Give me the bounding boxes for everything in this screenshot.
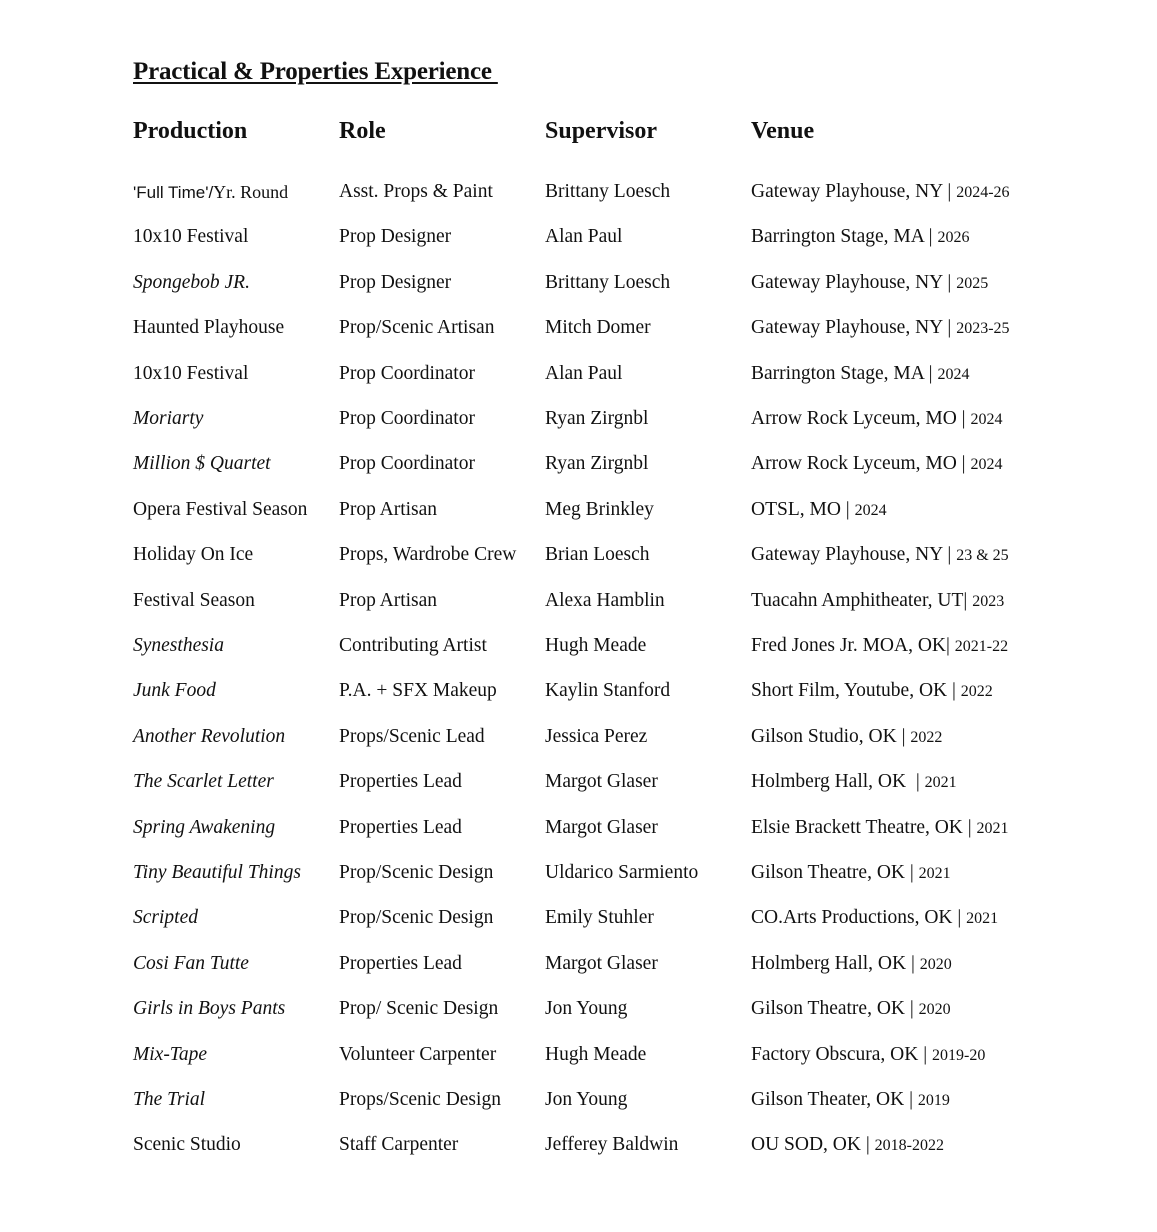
venue-cell: [751, 359, 969, 390]
production-cell: [133, 994, 285, 1024]
production-cell: [133, 858, 301, 888]
production-name: Moriarty: [133, 408, 204, 429]
production-cell: [133, 268, 250, 298]
venue-cell: [751, 994, 951, 1025]
role-cell: Prop Coordinator: [339, 453, 475, 475]
production-name: Tiny Beautiful Things: [133, 862, 301, 883]
table-row: [133, 631, 1133, 661]
venue-year: 2024: [970, 411, 1003, 428]
table-row: [133, 495, 1133, 525]
table-row: [133, 813, 1133, 843]
table-row: [133, 404, 1133, 434]
venue-year: 2021: [966, 910, 999, 928]
section-title: Practical & Properties Experience: [133, 58, 498, 85]
venue-cell: [751, 1130, 944, 1161]
production-name: Synesthesia: [133, 635, 224, 656]
production-name: The Trial: [133, 1089, 206, 1110]
table-row: [133, 722, 1133, 752]
table-row: [133, 903, 1133, 933]
venue-name: Tuacahn Amphitheater, UT|: [751, 589, 973, 611]
production-name: Junk Food: [133, 680, 216, 702]
supervisor-cell: Brian Loesch: [545, 544, 650, 566]
role-cell: Prop/Scenic Design: [339, 907, 494, 929]
venue-cell: [751, 222, 969, 253]
supervisor-cell: Margot Glaser: [545, 952, 658, 974]
venue-cell: [751, 903, 998, 934]
venue-cell: [751, 404, 1002, 435]
production-cell: [133, 767, 274, 797]
production-cell: [133, 404, 203, 434]
production-cell: [133, 540, 253, 570]
table-row: [133, 858, 1133, 888]
production-cell: [133, 359, 248, 389]
production-cell: [133, 1085, 205, 1115]
venue-year: 2024-26: [956, 184, 1010, 201]
role-cell: Properties Lead: [339, 816, 462, 838]
supervisor-cell: Mitch Domer: [545, 317, 651, 339]
venue-name: Fred Jones Jr. MOA, OK|: [751, 635, 955, 656]
role-cell: Prop Artisan: [339, 498, 438, 520]
production-cell: [133, 903, 198, 933]
venue-year: 2021: [924, 774, 957, 792]
table-row: [133, 1130, 1133, 1160]
venue-cell: [751, 858, 951, 889]
role-cell: Prop Artisan: [339, 589, 438, 611]
venue-cell: [751, 540, 1009, 571]
production-name: The Scarlet Letter: [133, 771, 274, 793]
production-name: 10x10 Festival: [133, 226, 249, 248]
table-row: [133, 268, 1133, 298]
role-cell: P.A. + SFX Makeup: [339, 680, 497, 702]
production-name: Festival Season: [133, 589, 255, 611]
supervisor-cell: Alexa Hamblin: [545, 589, 665, 611]
venue-cell: [751, 1040, 985, 1071]
table-row: [133, 449, 1133, 479]
supervisor-cell: Brittany Loesch: [545, 271, 671, 293]
venue-cell: [751, 631, 1008, 662]
role-cell: Prop Designer: [339, 226, 452, 248]
role-cell: Staff Carpenter: [339, 1134, 459, 1156]
production-name: Mix-Tape: [133, 1043, 208, 1065]
supervisor-cell: Emily Stuhler: [545, 907, 654, 929]
venue-cell: [751, 949, 952, 980]
table-row: [133, 767, 1133, 797]
venue-name: Barrington Stage, MA |: [751, 226, 938, 248]
supervisor-cell: Jon Young: [545, 998, 628, 1020]
production-cell: [133, 177, 288, 208]
venue-cell: [751, 767, 957, 798]
supervisor-cell: Uldarico Sarmiento: [545, 862, 699, 883]
venue-cell: [751, 676, 993, 707]
role-cell: Prop/Scenic Artisan: [339, 317, 495, 339]
venue-year: 2019: [917, 1092, 950, 1109]
venue-year: 2023: [972, 592, 1005, 610]
venue-name: Gilson Theatre, OK |: [751, 998, 919, 1020]
header-venue: Venue: [751, 118, 815, 144]
venue-year: 2024: [970, 456, 1003, 474]
venue-year: 2021-22: [954, 638, 1009, 655]
supervisor-cell: Ryan Zirgnbl: [545, 453, 649, 475]
venue-name: Arrow Rock Lyceum, MO |: [751, 453, 971, 475]
venue-cell: [751, 313, 1010, 344]
venue-name: Gateway Playhouse, NY |: [751, 181, 957, 202]
supervisor-cell: Kaylin Stanford: [545, 680, 671, 702]
table-row: [133, 1085, 1133, 1115]
table-row: [133, 540, 1133, 570]
venue-name: Barrington Stage, MA |: [751, 362, 938, 384]
production-name: Spongebob JR.: [133, 271, 250, 293]
supervisor-cell: Brittany Loesch: [545, 181, 671, 202]
venue-year: 23 & 25: [956, 547, 1009, 565]
venue-name: Gateway Playhouse, NY |: [751, 544, 957, 566]
role-cell: Asst. Props & Paint: [339, 181, 493, 202]
production-cell: [133, 1040, 207, 1070]
supervisor-cell: Margot Glaser: [545, 816, 658, 838]
venue-year: 2020: [918, 1001, 951, 1019]
supervisor-cell: Ryan Zirgnbl: [545, 408, 649, 429]
production-name: Opera Festival Season: [133, 498, 308, 520]
production-name: Haunted Playhouse: [133, 317, 285, 339]
production-name: Holiday On Ice: [133, 544, 254, 566]
venue-cell: [751, 813, 1009, 844]
venue-name: Gateway Playhouse, NY |: [751, 317, 957, 339]
supervisor-cell: Meg Brinkley: [545, 498, 654, 520]
venue-cell: [751, 449, 1002, 480]
production-cell: [133, 631, 224, 661]
venue-year: 2019-20: [931, 1046, 986, 1064]
venue-cell: [751, 177, 1010, 208]
venue-name: CO.Arts Productions, OK |: [751, 907, 967, 929]
header-role: Role: [339, 118, 386, 144]
supervisor-cell: Hugh Meade: [545, 635, 647, 656]
venue-cell: [751, 722, 942, 753]
production-cell: [133, 676, 216, 706]
table-row: [133, 586, 1133, 616]
role-cell: Props/Scenic Lead: [339, 725, 485, 747]
table-row: [133, 949, 1133, 979]
venue-name: Holmberg Hall, OK |: [751, 771, 925, 793]
table-row: [133, 1040, 1133, 1070]
venue-year: 2020: [919, 955, 952, 973]
venue-year: 2025: [956, 274, 989, 292]
supervisor-cell: Alan Paul: [545, 226, 623, 248]
production-cell: [133, 313, 284, 343]
role-cell: Properties Lead: [339, 952, 462, 974]
role-cell: Props/Scenic Design: [339, 1089, 501, 1110]
venue-year: 2021: [918, 865, 951, 882]
production-suffix: Yr. Round: [213, 182, 289, 202]
venue-year: 2021: [976, 819, 1009, 837]
venue-name: OU SOD, OK |: [751, 1134, 875, 1156]
venue-name: Holmberg Hall, OK |: [751, 952, 920, 974]
table-row: [133, 222, 1133, 252]
production-name: Scripted: [133, 907, 198, 929]
table-row: [133, 177, 1133, 207]
venue-name: Gateway Playhouse, NY |: [751, 271, 957, 293]
role-cell: Prop Coordinator: [339, 362, 475, 384]
role-cell: Prop/Scenic Design: [339, 862, 494, 883]
production-cell: [133, 495, 307, 525]
venue-name: Arrow Rock Lyceum, MO |: [751, 408, 971, 429]
production-cell: [133, 1130, 241, 1160]
production-name: 10x10 Festival: [133, 362, 249, 384]
production-cell: [133, 449, 271, 479]
supervisor-cell: Margot Glaser: [545, 771, 658, 793]
venue-name: Factory Obscura, OK |: [751, 1043, 932, 1065]
table-row: [133, 313, 1133, 343]
venue-name: Short Film, Youtube, OK |: [751, 680, 961, 702]
role-cell: Prop Designer: [339, 271, 452, 293]
production-name: Cosi Fan Tutte: [133, 952, 249, 974]
venue-name: Gilson Theater, OK |: [751, 1089, 918, 1110]
role-cell: Volunteer Carpenter: [339, 1043, 497, 1065]
production-name: Scenic Studio: [133, 1134, 241, 1156]
role-cell: Prop Coordinator: [339, 408, 475, 429]
venue-year: 2018-2022: [874, 1137, 944, 1155]
production-cell: [133, 222, 248, 252]
supervisor-cell: Jon Young: [545, 1089, 628, 1110]
venue-cell: [751, 586, 1004, 617]
venue-name: Gilson Theatre, OK |: [751, 862, 919, 883]
venue-year: 2022: [960, 683, 993, 701]
table-row: [133, 359, 1133, 389]
supervisor-cell: Jefferey Baldwin: [545, 1134, 679, 1156]
production-cell: [133, 722, 285, 752]
venue-cell: [751, 1085, 950, 1116]
table-row: [133, 676, 1133, 706]
venue-cell: [751, 495, 887, 526]
supervisor-cell: Hugh Meade: [545, 1043, 647, 1065]
production-name: Another Revolution: [133, 725, 286, 747]
header-supervisor: Supervisor: [545, 118, 658, 144]
production-cell: [133, 813, 275, 843]
role-cell: Contributing Artist: [339, 635, 487, 656]
production-name: Million $ Quartet: [133, 453, 271, 475]
venue-name: OTSL, MO |: [751, 498, 855, 520]
venue-year: 2024: [937, 365, 970, 383]
supervisor-cell: Jessica Perez: [545, 725, 648, 747]
venue-cell: [751, 268, 988, 299]
production-cell: [133, 949, 249, 979]
supervisor-cell: Alan Paul: [545, 362, 623, 384]
venue-year: 2026: [937, 229, 970, 247]
production-name: 'Full Time'/: [133, 183, 214, 202]
production-name: Girls in Boys Pants: [133, 998, 286, 1020]
role-cell: Prop/ Scenic Design: [339, 998, 499, 1020]
venue-year: 2024: [854, 501, 887, 519]
venue-name: Gilson Studio, OK |: [751, 725, 911, 747]
venue-name: Elsie Brackett Theatre, OK |: [751, 816, 977, 838]
production-name: Spring Awakening: [133, 816, 276, 838]
role-cell: Properties Lead: [339, 771, 462, 793]
table-row: [133, 994, 1133, 1024]
production-cell: [133, 586, 255, 616]
venue-year: 2023-25: [956, 320, 1010, 338]
venue-year: 2022: [910, 728, 943, 746]
role-cell: Props, Wardrobe Crew: [339, 544, 517, 566]
header-production: Production: [133, 118, 248, 144]
